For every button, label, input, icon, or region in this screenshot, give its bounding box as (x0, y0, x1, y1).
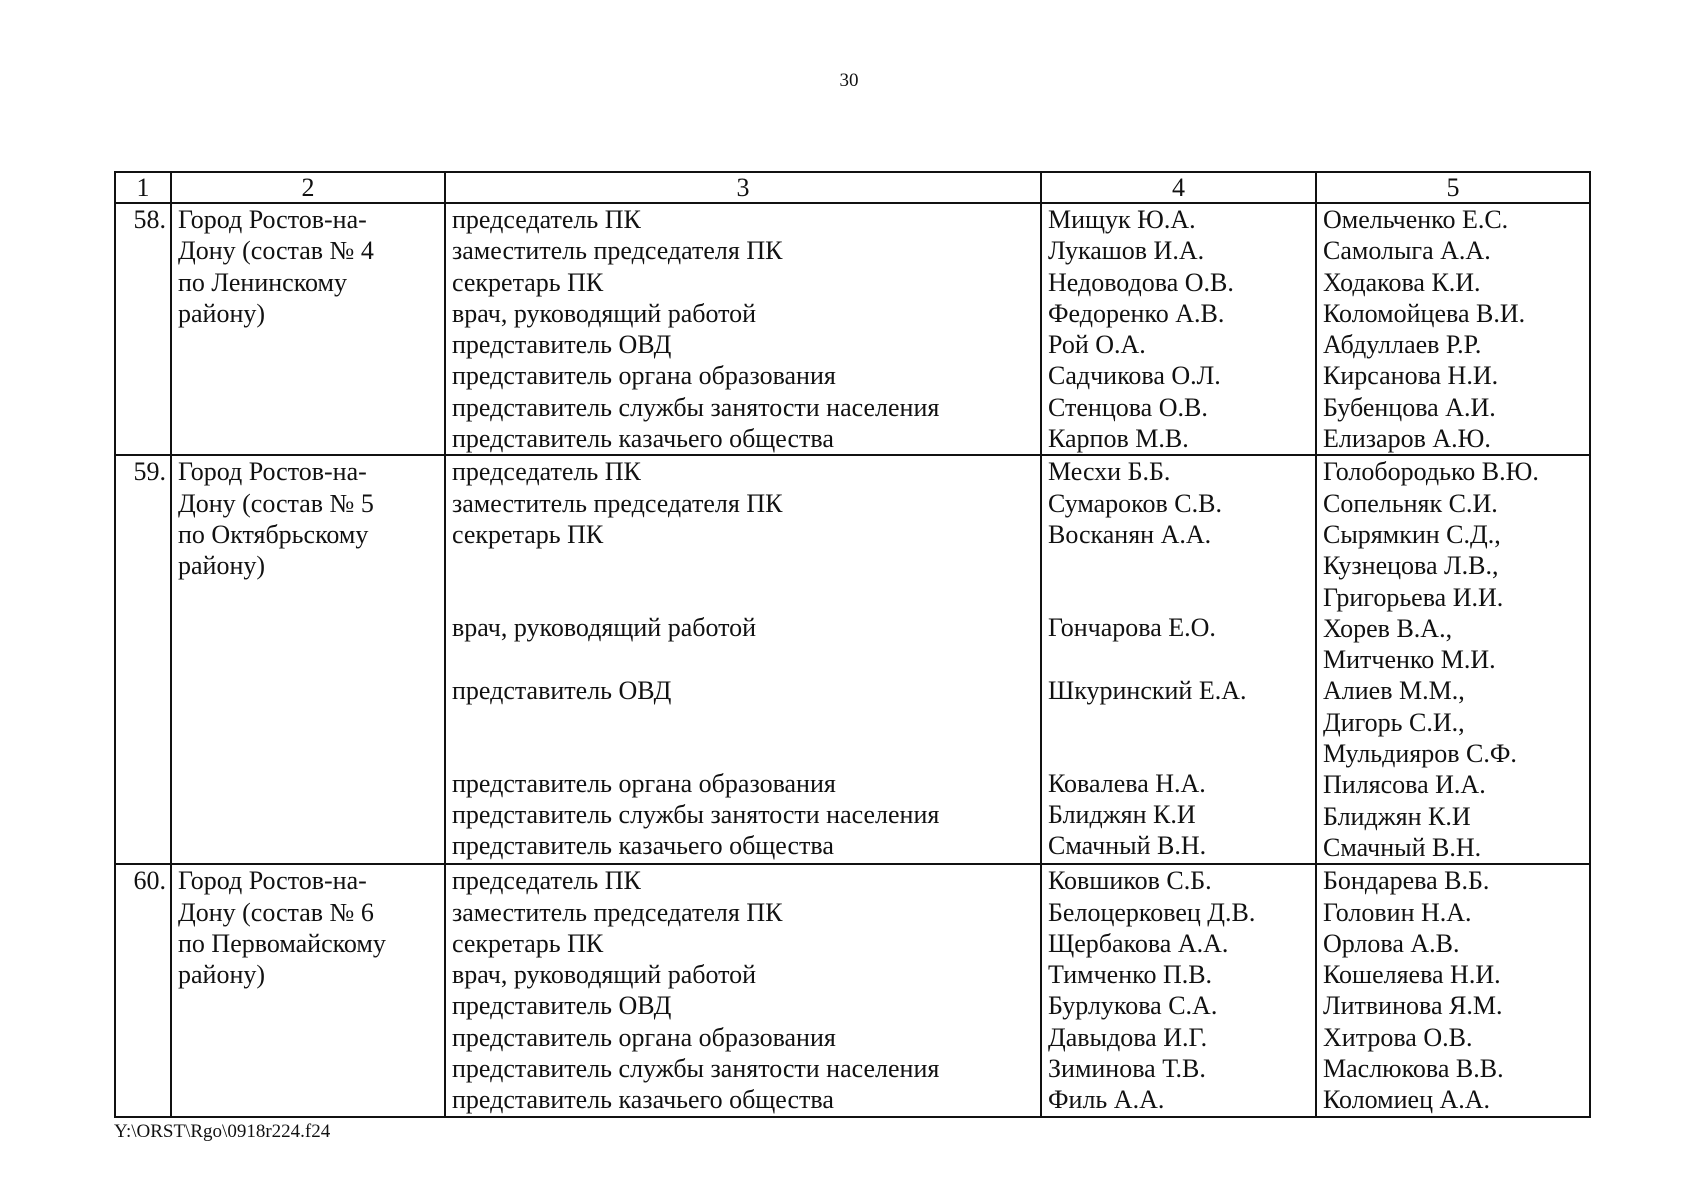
place-line: по Ленинскому (178, 267, 347, 297)
reserve-line: Мульдияров С.Ф. (1323, 739, 1517, 769)
member-cell (1041, 203, 1316, 455)
reserve-line: Пилясова И.А. (1323, 770, 1486, 800)
column-header: 2 (171, 172, 445, 203)
role-line: секретарь ПК (452, 928, 604, 958)
member-cell (1041, 455, 1316, 864)
reserve-line: Блиджян К.И (1323, 801, 1471, 831)
member-line: Стенцова О.В. (1048, 392, 1208, 422)
role-line (452, 644, 1034, 675)
reserve-line: Маслюкова В.В. (1323, 1054, 1504, 1084)
role-line: представитель органа образования (452, 1022, 836, 1052)
reserve-line: Дигорь С.И., (1323, 707, 1465, 737)
reserve-line: Абдуллаев Р.Р. (1323, 330, 1482, 360)
member-line (1048, 581, 1309, 612)
table-row (115, 864, 1590, 1116)
reserve-line: Бондарева В.Б. (1323, 866, 1490, 896)
place-line: Город Ростов-на- (178, 457, 367, 487)
role-line: председатель ПК (452, 866, 641, 896)
role-line: заместитель председателя ПК (452, 236, 783, 266)
reserve-line: Головин Н.А. (1323, 897, 1472, 927)
member-line: Щербакова А.А. (1048, 928, 1229, 958)
member-line (1048, 550, 1309, 581)
table-header-row (115, 172, 1590, 203)
role-cell (445, 203, 1041, 455)
place-cell (171, 864, 445, 1116)
role-line: представитель ОВД (452, 991, 672, 1021)
reserve-line: Сырямкин С.Д., (1323, 519, 1501, 549)
place-line: району) (178, 551, 266, 581)
reserve-line: Коломойцева В.И. (1323, 298, 1526, 328)
role-line (452, 737, 1034, 768)
role-line: представитель казачьего общества (452, 1085, 834, 1115)
member-line: Давыдова И.Г. (1048, 1022, 1208, 1052)
member-line: Федоренко А.В. (1048, 298, 1225, 328)
member-line (1048, 737, 1309, 768)
member-line: Блиджян К.И (1048, 800, 1196, 830)
reserve-line: Кирсанова Н.И. (1323, 361, 1499, 391)
role-cell (445, 455, 1041, 864)
role-line: председатель ПК (452, 205, 641, 234)
member-line: Белоцерковец Д.В. (1048, 897, 1256, 927)
member-line (1048, 706, 1309, 737)
member-line: Шкуринский Е.А. (1048, 675, 1247, 705)
role-line (452, 581, 1034, 612)
reserve-line: Бубенцова А.И. (1323, 392, 1496, 422)
reserve-line: Ходакова К.И. (1323, 267, 1481, 297)
role-line: врач, руководящий работой (452, 613, 757, 643)
member-line: Бурлукова С.А. (1048, 991, 1218, 1021)
role-line: врач, руководящий работой (452, 960, 757, 990)
reserve-cell (1316, 864, 1590, 1116)
member-line (1048, 644, 1309, 675)
member-line: Сумароков С.В. (1048, 488, 1222, 518)
page-number: 30 (839, 70, 859, 91)
member-line: Лукашов И.А. (1048, 236, 1205, 266)
member-line: Карпов М.В. (1048, 424, 1189, 454)
member-cell (1041, 864, 1316, 1116)
role-line: представитель казачьего общества (452, 831, 834, 861)
reserve-line: Голобородько В.Ю. (1323, 457, 1539, 487)
member-line: Мищук Ю.А. (1048, 205, 1196, 234)
role-line (452, 706, 1034, 737)
table-row (115, 455, 1590, 864)
member-line: Филь А.А. (1048, 1085, 1165, 1115)
member-line: Садчикова О.Л. (1048, 361, 1221, 391)
role-line: представитель органа образования (452, 768, 836, 798)
reserve-cell (1316, 455, 1590, 864)
place-line: по Октябрьскому (178, 519, 369, 549)
place-cell (171, 455, 445, 864)
role-line: представитель службы занятости населения (452, 800, 940, 830)
place-line: Город Ростов-на- (178, 866, 367, 896)
row-number: 58. (115, 203, 171, 455)
row-number: 59. (115, 455, 171, 864)
column-header: 3 (445, 172, 1041, 203)
reserve-line: Самолыга А.А. (1323, 236, 1491, 266)
role-line: представитель казачьего общества (452, 424, 834, 454)
commission-table (114, 171, 1591, 1118)
role-line: секретарь ПК (452, 519, 604, 549)
place-line: Дону (состав № 4 (178, 236, 374, 266)
reserve-line: Орлова А.В. (1323, 928, 1460, 958)
member-line: Восканян А.А. (1048, 519, 1212, 549)
reserve-line: Григорьева И.И. (1323, 582, 1504, 612)
role-line: представитель службы занятости населения (452, 1054, 940, 1084)
member-line: Зиминова Т.В. (1048, 1054, 1206, 1084)
member-line: Смачный В.Н. (1048, 831, 1207, 861)
reserve-cell (1316, 203, 1590, 455)
member-line: Гончарова Е.О. (1048, 613, 1216, 643)
reserve-line: Коломиец А.А. (1323, 1085, 1491, 1115)
role-line: врач, руководящий работой (452, 298, 757, 328)
role-line: заместитель председателя ПК (452, 488, 783, 518)
reserve-line: Елизаров А.Ю. (1323, 424, 1491, 454)
place-line: Дону (состав № 6 (178, 897, 374, 927)
role-line: представитель ОВД (452, 675, 672, 705)
table-row (115, 203, 1590, 455)
column-header: 5 (1316, 172, 1590, 203)
reserve-line: Хорев В.А., (1323, 613, 1453, 643)
reserve-line: Литвинова Я.М. (1323, 991, 1503, 1021)
reserve-line: Смачный В.Н. (1323, 832, 1482, 862)
member-line: Тимченко П.В. (1048, 960, 1213, 990)
file-path-footer: Y:\ORST\Rgo\0918r224.f24 (114, 1121, 331, 1142)
reserve-line: Сопельняк С.И. (1323, 488, 1498, 518)
role-line (452, 550, 1034, 581)
role-line: представитель службы занятости населения (452, 392, 940, 422)
place-line: Дону (состав № 5 (178, 488, 374, 518)
place-line: по Первомайскому (178, 928, 386, 958)
member-line: Месхи Б.Б. (1048, 457, 1171, 487)
reserve-line: Алиев М.М., (1323, 676, 1465, 706)
reserve-line: Омельченко Е.С. (1323, 205, 1509, 234)
column-header: 1 (115, 172, 171, 203)
reserve-line: Кошеляева Н.И. (1323, 960, 1501, 990)
role-line: секретарь ПК (452, 267, 604, 297)
role-line: представитель ОВД (452, 330, 672, 360)
place-line: Город Ростов-на- (178, 205, 367, 234)
role-cell (445, 864, 1041, 1116)
member-line: Рой О.А. (1048, 330, 1146, 360)
reserve-line: Кузнецова Л.В., (1323, 551, 1499, 581)
role-line: представитель органа образования (452, 361, 836, 391)
column-header: 4 (1041, 172, 1316, 203)
member-line: Недоводова О.В. (1048, 267, 1234, 297)
row-number: 60. (115, 864, 171, 1116)
member-line: Ковалева Н.А. (1048, 768, 1206, 798)
reserve-line: Митченко М.И. (1323, 645, 1496, 675)
role-line: председатель ПК (452, 457, 641, 487)
place-line: району) (178, 960, 266, 990)
role-line: заместитель председателя ПК (452, 897, 783, 927)
place-line: району) (178, 298, 266, 328)
member-line: Ковшиков С.Б. (1048, 866, 1212, 896)
reserve-line: Хитрова О.В. (1323, 1022, 1473, 1052)
place-cell (171, 203, 445, 455)
